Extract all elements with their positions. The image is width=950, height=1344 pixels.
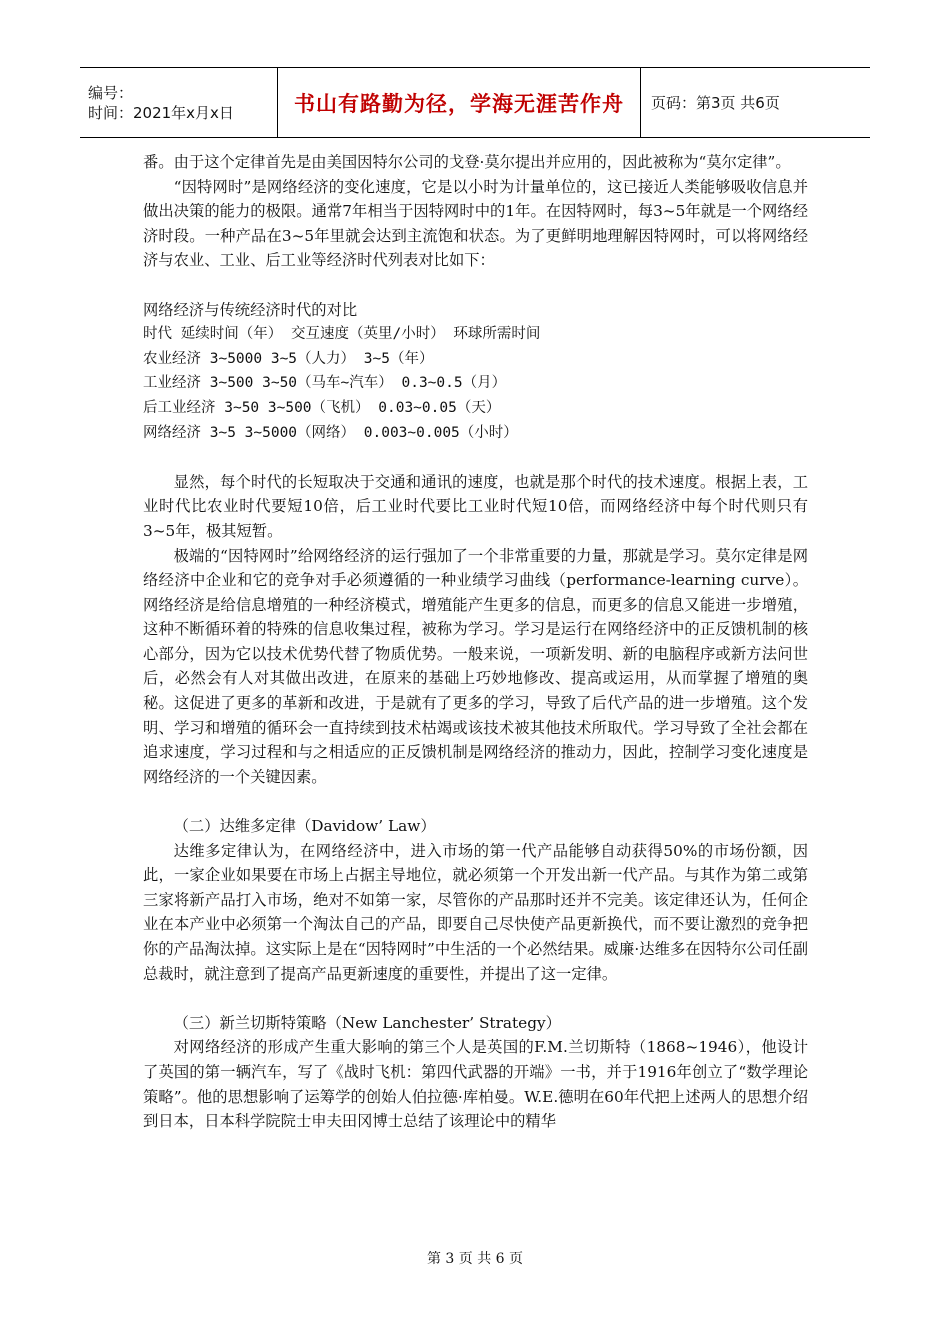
table-title: 网络经济与传统经济时代的对比 (143, 300, 358, 319)
table-header: 时代 延续时间（年） 交互速度（英里/小时） 环球所需时间 (143, 326, 541, 343)
header-page-info: 页码：第3页 共6页 (651, 94, 780, 112)
paragraph: 极端的“因特网时”给网络经济的运行强加了一个非常重要的力量，那就是学习。莫尔定律是网络经济中企业和它的竞争对手必须遵循的一种业绩学习曲线（performance-learning curve）。网络经济是给信息增殖的一种经济模式，增殖能产生更多的信息，而更多的信息又能进一步增殖，这种不断循环着的特殊的信息收集过程，被称为学习。学习是运行在网络经济中的正反馈机制的核心部分，因为它以技术优势代替了物质优势。一般来说，一项新发明、新的电脑程序或新方法问世后，必然会有人对其做出改进，在原来的基础上巧妙地修改、提高或运用，从而掌握了增殖的奥秘。这促进了更多的革新和改进，于是就有了更多的学习，导致了后代产品的进一步增殖。这个发明、学习和增殖的循环会一直持续到技术枯竭或该技术被其他技术所取代。学习导致了全社会都在追求速度，学习过程和与之相适应的正反馈机制是网络经济的推动力，因此，控制学习变化速度是网络经济的一个关键因素。 (143, 546, 808, 786)
time-label: 时间：2021年x月x日 (88, 103, 234, 122)
table-row: 网络经济 3~5 3~5000（网络） 0.003~0.005（小时） (143, 424, 518, 441)
page-footer: 第 3 页 共 6 页 (426, 1251, 524, 1267)
section-heading: （三）新兰切斯特策略（New Lanchester’ Strategy） (173, 1013, 561, 1032)
paragraph: “因特网时”是网络经济的变化速度，它是以小时为计量单位的，这已接近人类能够吸收信息并做出决策的能力的极限。通常7年相当于因特网时中的1年。在因特网时，每3~5年就是一个网络经济时段。一种产品在3~5年里就会达到主流饱和状态。为了更鲜明地理解因特网时，可以将网络经济与农业、工业、后工业等经济时代列表对比如下： (143, 177, 808, 270)
paragraph: 达维多定律认为，在网络经济中，进入市场的第一代产品能够自动获得50%的市场份额，因此，一家企业如果要在市场上占据主导地位，就必须第一个开发出新一代产品。与其作为第二或第三家将新产品打入市场，绝对不如第一家，尽管你的产品那时还并不完美。该定律还认为，任何企业在本产业中必须第一个淘汰自己的产品，即要自己尽快使产品更新换代，而不要让激烈的竞争把你的产品淘汰掉。这实际上是在“因特网时”中生活的一个必然结果。威廉·达维多在因特尔公司任副总裁时，就注意到了提高产品更新速度的重要性，并提出了这一定律。 (143, 841, 808, 983)
header-meta (80, 68, 278, 137)
page-header (80, 67, 870, 138)
table-row: 农业经济 3~5000 3~5（人力） 3~5（年） (143, 350, 434, 367)
paragraph: 番。由于这个定律首先是由美国因特尔公司的戈登·莫尔提出并应用的，因此被称为“莫尔定律”。 (143, 153, 791, 171)
document-body (143, 150, 808, 1134)
section-heading: （二）达维多定律（Davidow’ Law） (173, 817, 436, 836)
paragraph: 对网络经济的形成产生重大影响的第三个人是英国的F.M.兰切斯特（1868~1946），他设计了英国的第一辆汽车，写了《战时飞机：第四代武器的开端》一书，并于1916年创立了“数学理论策略”。他的思想影响了运筹学的创始人伯拉德·库柏曼。W.E.德明在60年代把上述两人的思想介绍到日本，日本科学院院士申夫田冈博士总结了该理论中的精华 (143, 1038, 808, 1131)
table-row: 后工业经济 3~50 3~500（飞机） 0.03~0.05（天） (143, 399, 501, 416)
header-motto: 书山有路勤为径，学海无涯苦作舟 (278, 68, 641, 137)
table-row: 工业经济 3~500 3~50（马车~汽车） 0.3~0.5（月） (143, 375, 507, 392)
number-label: 编号： (88, 83, 134, 102)
paragraph: 显然，每个时代的长短取决于交通和通讯的速度，也就是那个时代的技术速度。根据上表，工业时代比农业时代要短10倍，后工业时代要比工业时代短10倍，而网络经济中每个时代则只有3~5年，极其短暂。 (143, 472, 808, 540)
